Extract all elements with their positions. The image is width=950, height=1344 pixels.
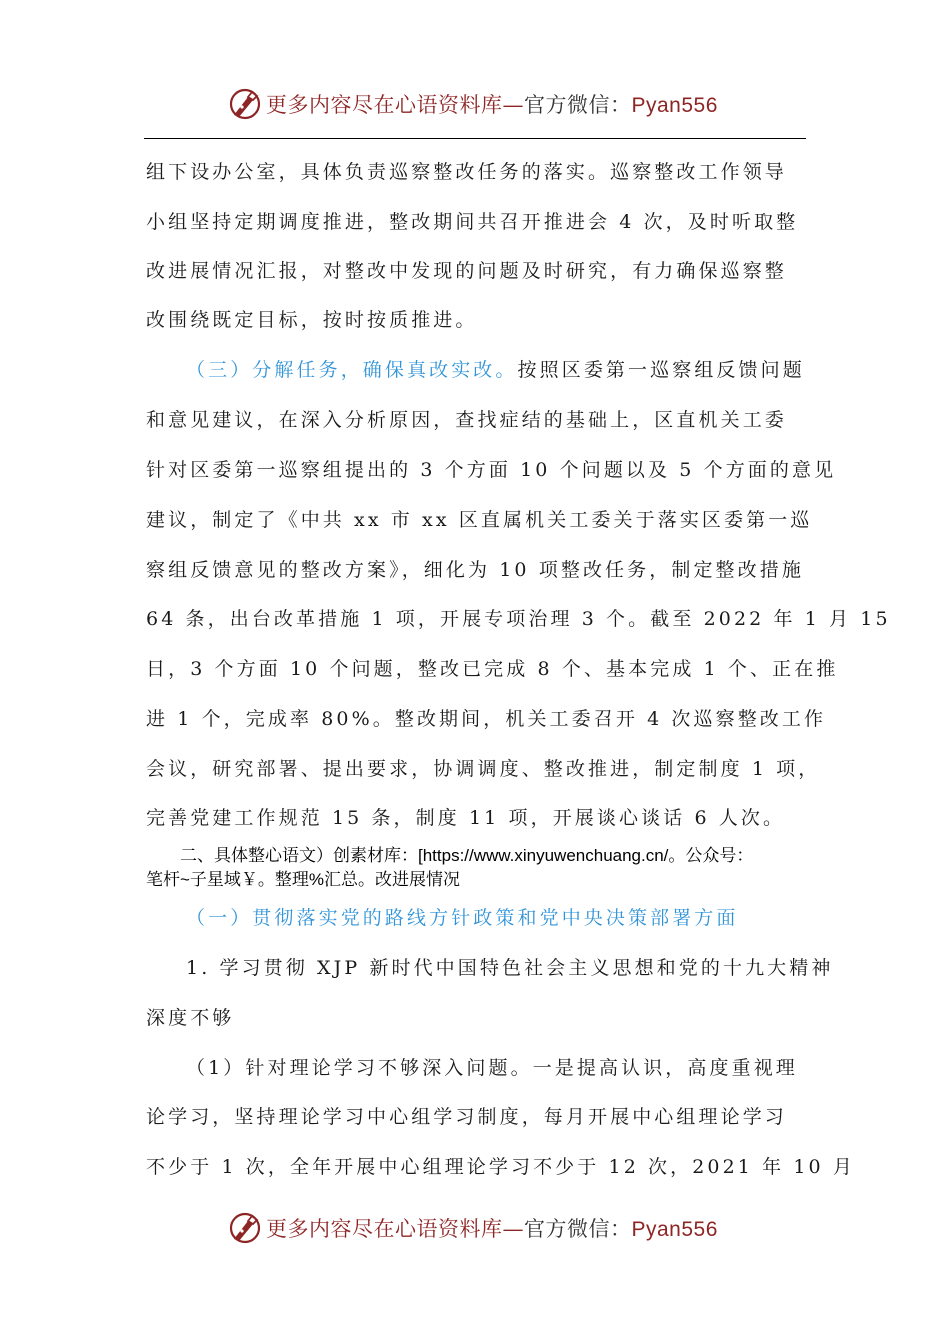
footer-banner	[228, 1208, 718, 1248]
body-line-12: 进 1 个，完成率 80%。整改期间，机关工委召开 4 次巡察整改工作	[146, 708, 827, 730]
inserted-text-line-2: 笔杆~子星域￥。整理%汇总。改进展情况	[146, 870, 461, 889]
footer-brand: 更多内容尽在心语资料库	[266, 1217, 503, 1241]
footer-wechat-id: Pyan556	[631, 1218, 718, 1241]
pen-nib-logo-icon	[228, 1211, 262, 1245]
body-line-1: 组下设办公室，具体负责巡察整改任务的落实。巡察整改工作领导	[146, 161, 787, 183]
body-line-6: 和意见建议，在深入分析原因，查找症结的基础上，区直机关工委	[146, 409, 787, 431]
body-line-17: （1）针对理论学习不够深入问题。一是提高认识，高度重视理	[186, 1057, 798, 1079]
pen-nib-logo-icon	[228, 87, 262, 121]
body-line-3: 改进展情况汇报，对整改中发现的问题及时研究，有力确保巡察整	[146, 260, 787, 282]
body-line-19: 不少于 1 次，全年开展中心组理论学习不少于 12 次，2021 年 10 月	[146, 1156, 855, 1178]
inserted-text-line-1: 二、具体整心语文）创素材库：[https://www.xinyuwenchuang.cn/。公众号：	[180, 846, 754, 865]
body-line-7: 针对区委第一巡察组提出的 3 个方面 10 个问题以及 5 个方面的意见	[146, 459, 837, 481]
body-line-8: 建议，制定了《中共 xx 市 xx 区直属机关工委关于落实区委第一巡	[146, 509, 813, 531]
header-brand: 更多内容尽在心语资料库	[266, 93, 503, 117]
header-divider	[144, 138, 806, 139]
section-paragraph-three	[186, 358, 846, 382]
body-line-9: 察组反馈意见的整改方案》，细化为 10 项整改任务，制定整改措施	[146, 559, 804, 581]
body-line-15: 1. 学习贯彻 XJP 新时代中国特色社会主义思想和党的十九大精神	[186, 957, 834, 979]
header-wechat-label: 官方微信：	[524, 93, 632, 117]
body-line-10: 64 条，出台改革措施 1 项，开展专项治理 3 个。截至 2022 年 1 月 15	[146, 608, 891, 630]
footer-wechat-label: 官方微信：	[524, 1217, 632, 1241]
header-wechat-id: Pyan556	[631, 94, 718, 117]
footer-dash: —	[502, 1217, 524, 1241]
body-line-2: 小组坚持定期调度推进，整改期间共召开推进会 4 次，及时听取整	[146, 211, 799, 233]
section-heading-one: （一）贯彻落实党的路线方针政策和党中央决策部署方面	[186, 907, 739, 929]
body-line-5: 按照区委第一巡察组反馈问题	[517, 359, 805, 381]
body-line-14: 完善党建工作规范 15 条，制度 11 项，开展谈心谈话 6 人次。	[146, 807, 786, 829]
body-line-16: 深度不够	[146, 1007, 235, 1029]
body-line-4: 改围绕既定目标，按时按质推进。	[146, 309, 478, 331]
body-line-13: 会议，研究部署、提出要求，协调调度、整改推进，制定制度 1 项，	[146, 758, 821, 780]
section-heading-three: （三）分解任务，确保真改实改。	[186, 359, 518, 381]
header-dash: —	[502, 93, 524, 117]
body-line-18: 论学习，坚持理论学习中心组学习制度，每月开展中心组理论学习	[146, 1106, 787, 1128]
body-line-11: 日，3 个方面 10 个问题，整改已完成 8 个、基本完成 1 个、正在推	[146, 658, 839, 680]
header-banner	[228, 84, 718, 124]
